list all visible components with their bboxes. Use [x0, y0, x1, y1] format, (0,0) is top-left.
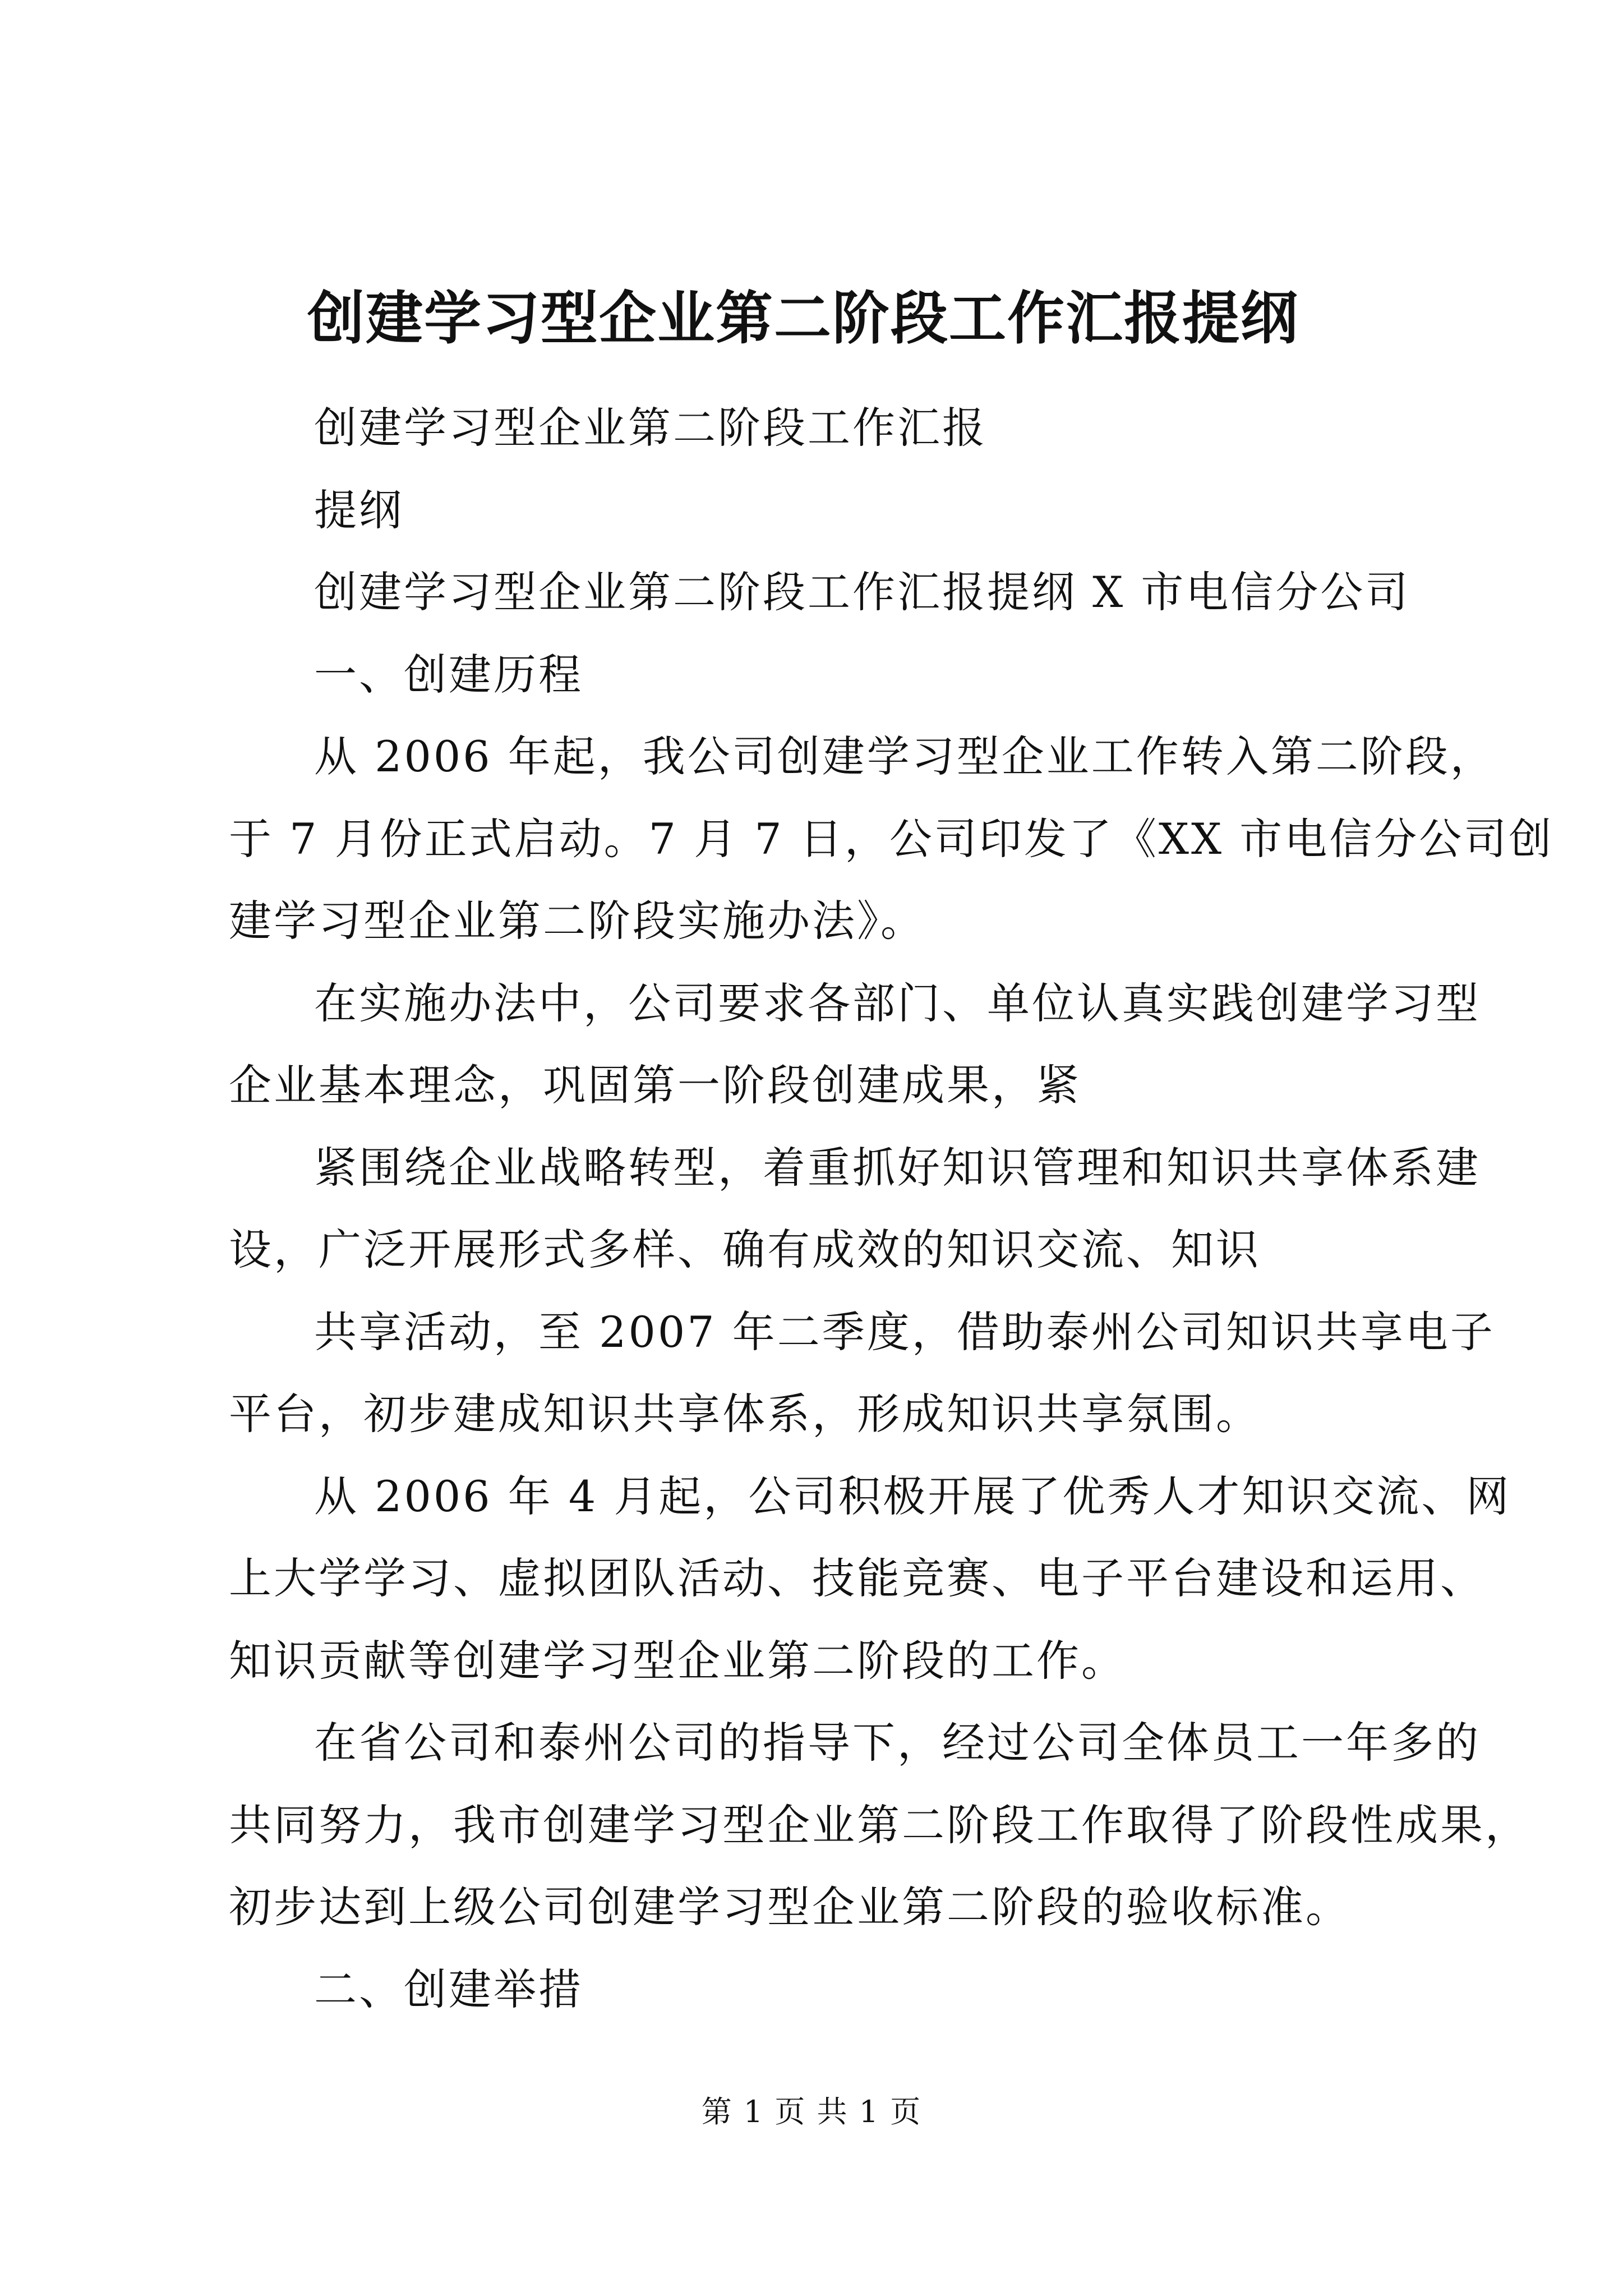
body-line: 提纲 — [314, 485, 404, 535]
body-line: 紧围绕企业战略转型，着重抓好知识管理和知识共享体系建 — [314, 1142, 1481, 1193]
body-line: 建学习型企业第二阶段实施办法》。 — [229, 896, 925, 946]
body-line: 从 2006 年 4 月起，公司积极开展了优秀人才知识交流、网 — [314, 1471, 1511, 1521]
section-heading: 一、创建历程 — [314, 649, 583, 700]
body-line: 共享活动，至 2007 年二季度，借助泰州公司知识共享电子 — [314, 1306, 1495, 1357]
body-line: 初步达到上级公司创建学习型企业第二阶段的验收标准。 — [229, 1882, 1350, 1932]
body-line: 在省公司和泰州公司的指导下，经过公司全体员工一年多的 — [314, 1718, 1481, 1768]
body-line: 平台，初步建成知识共享体系，形成知识共享氛围。 — [229, 1389, 1261, 1439]
body-line: 创建学习型企业第二阶段工作汇报提纲 X 市电信分公司 — [314, 567, 1410, 617]
body-line: 创建学习型企业第二阶段工作汇报 — [314, 403, 987, 453]
body-line: 于 7 月份正式启动。7 月 7 日，公司印发了《XX 市电信分公司创 — [229, 813, 1554, 864]
body-line: 在实施办法中，公司要求各部门、单位认真实践创建学习型 — [314, 978, 1481, 1028]
body-line: 上大学学习、虚拟团队活动、技能竞赛、电子平台建设和运用、 — [229, 1553, 1485, 1603]
document-body — [229, 387, 1554, 2031]
body-line: 知识贡献等创建学习型企业第二阶段的工作。 — [229, 1635, 1126, 1686]
body-line: 企业基本理念，巩固第一阶段创建成果，紧 — [229, 1060, 1081, 1110]
document-title: 创建学习型企业第二阶段工作汇报提纲 — [307, 285, 1299, 352]
body-line: 从 2006 年起，我公司创建学习型企业工作转入第二阶段， — [314, 731, 1495, 781]
body-line: 设，广泛开展形式多样、确有成效的知识交流、知识 — [229, 1225, 1261, 1274]
body-line: 共同努力，我市创建学习型企业第二阶段工作取得了阶段性成果， — [229, 1800, 1530, 1850]
page-footer: 第 1 页 共 1 页 — [701, 2094, 922, 2129]
section-heading: 二、创建举措 — [314, 1964, 583, 2014]
